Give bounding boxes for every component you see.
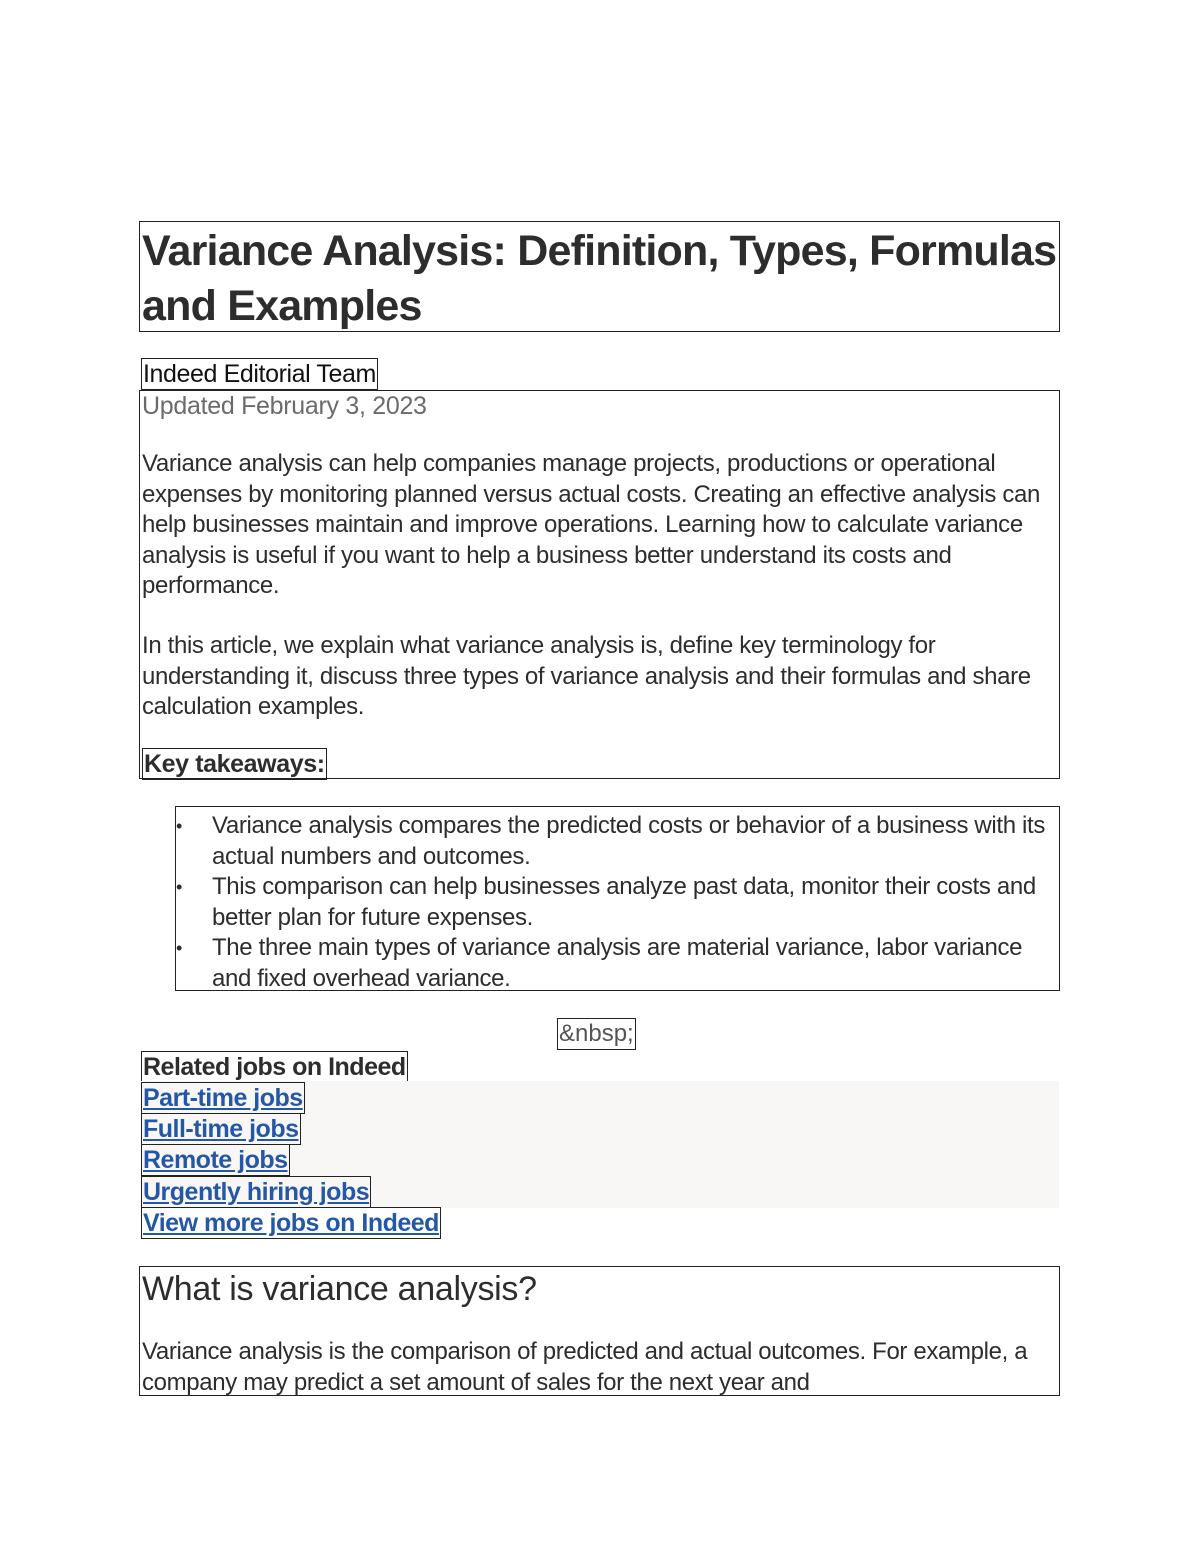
intro-section — [139, 390, 1060, 779]
author-name: Indeed Editorial Team — [143, 360, 376, 388]
bullet-icon: • — [176, 938, 182, 958]
link-urgently-hiring-jobs[interactable]: Urgently hiring jobs — [143, 1178, 370, 1206]
link-part-time-jobs[interactable]: Part-time jobs — [143, 1084, 303, 1112]
bullet-icon: • — [176, 816, 182, 836]
list-item — [176, 811, 1056, 872]
nbsp-placeholder: &nbsp; — [557, 1018, 636, 1050]
takeaway-text: This comparison can help businesses analyze past data, monitor their costs and better plan for future expenses. — [212, 873, 1036, 931]
what-is-section — [139, 1266, 1060, 1396]
related-jobs-title: Related jobs on Indeed — [143, 1053, 406, 1081]
bullet-icon: • — [176, 877, 182, 897]
link-remote-jobs[interactable]: Remote jobs — [143, 1146, 288, 1174]
takeaway-text: The three main types of variance analysis are material variance, labor variance and fixed overhead variance. — [212, 934, 1023, 992]
key-takeaways-list — [175, 806, 1060, 991]
takeaway-text: Variance analysis compares the predicted costs or behavior of a business with its actual numbers and outcomes. — [212, 812, 1045, 870]
section-heading: What is variance analysis? — [142, 1270, 537, 1308]
updated-date: Updated February 3, 2023 — [142, 392, 427, 420]
title-box — [139, 221, 1060, 332]
section-paragraph: Variance analysis is the comparison of predicted and actual outcomes. For example, a company may predict a set amount of sales for the next year and — [142, 1338, 1028, 1396]
page-title: Variance Analysis: Definition, Types, Formulas and Examples — [142, 227, 1057, 330]
link-view-more-jobs[interactable]: View more jobs on Indeed — [143, 1209, 439, 1237]
intro-paragraph-1: Variance analysis can help companies manage projects, productions or operational expenses by monitoring planned versus actual costs. Creating an effective analysis can help businesses maintain and improve operations. Learning how to calculate variance analysis is useful if you want to help a business better understand its costs and performance. — [142, 450, 1040, 599]
list-item — [176, 933, 1056, 994]
author-box — [141, 358, 378, 390]
key-takeaways-label: Key takeaways: — [144, 750, 325, 778]
intro-paragraph-2: In this article, we explain what variance analysis is, define key terminology for understanding it, discuss three types of variance analysis and their formulas and share calculation examples. — [142, 632, 1031, 720]
link-full-time-jobs[interactable]: Full-time jobs — [143, 1115, 299, 1143]
list-item — [176, 872, 1056, 933]
